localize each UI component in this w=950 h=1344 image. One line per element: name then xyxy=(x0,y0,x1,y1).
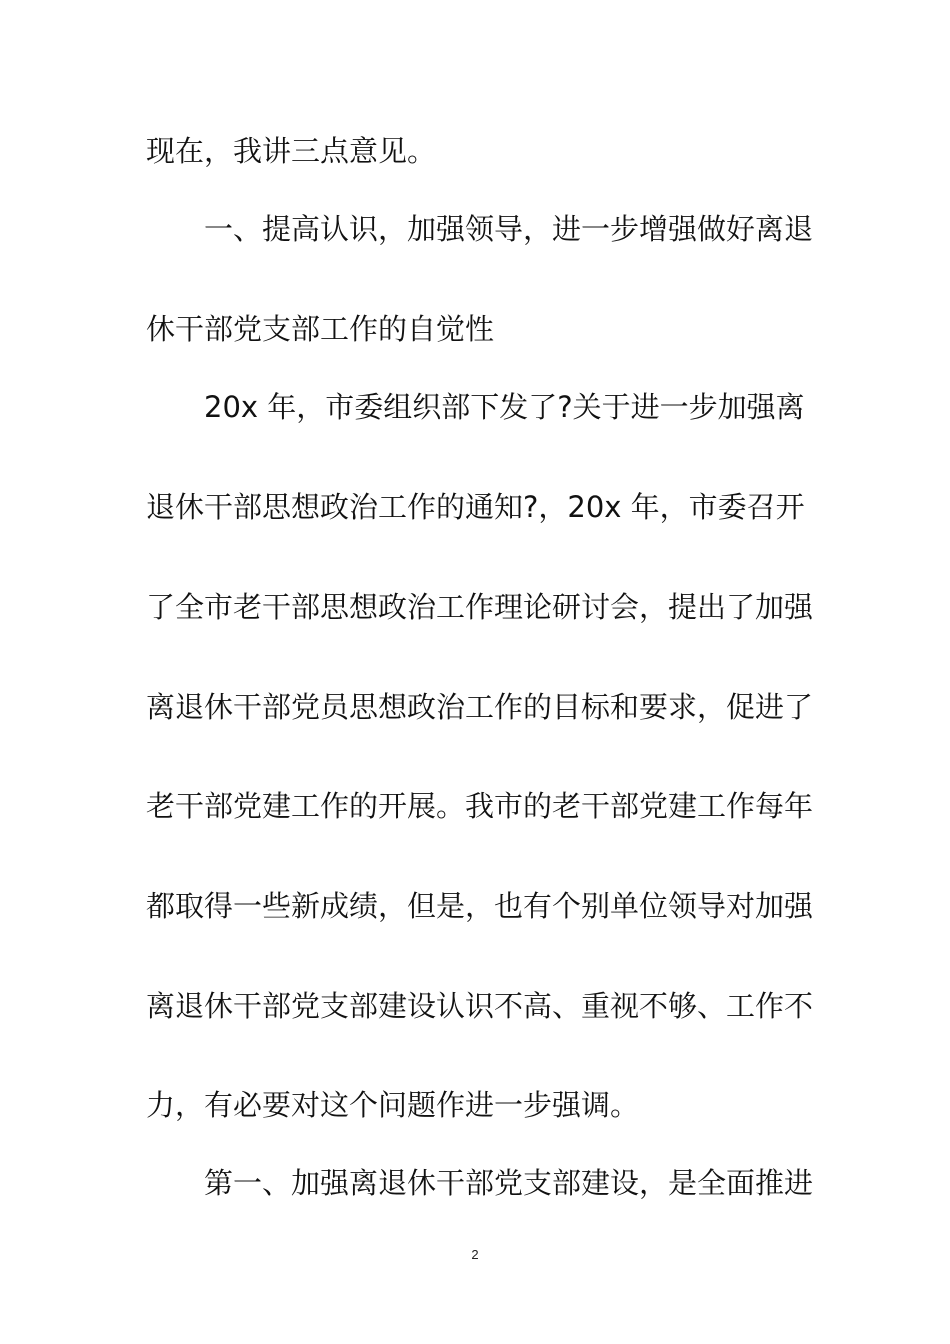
text-line: 都取得一些新成绩，但是，也有个别单位领导对加强 xyxy=(146,889,814,923)
text-line: 了全市老干部思想政治工作理论研讨会，提出了加强 xyxy=(146,590,814,624)
text-line: 第一、加强离退休干部党支部建设，是全面推进 xyxy=(204,1166,814,1200)
text-line: 力，有必要对这个问题作进一步强调。 xyxy=(146,1088,640,1122)
text-line: 现在，我讲三点意见。 xyxy=(146,134,437,168)
text-line: 离退休干部党支部建设认识不高、重视不够、工作不 xyxy=(146,989,814,1023)
section-heading-line: 休干部党支部工作的自觉性 xyxy=(146,312,495,346)
section-heading-line: 一、提高认识，加强领导，进一步增强做好离退 xyxy=(204,212,814,246)
text-line: 离退休干部党员思想政治工作的目标和要求，促进了 xyxy=(146,690,814,724)
text-line: 退休干部思想政治工作的通知?，20x 年，市委召开 xyxy=(146,490,805,524)
text-line: 老干部党建工作的开展。我市的老干部党建工作每年 xyxy=(146,789,814,823)
text-line: 20x 年，市委组织部下发了?关于进一步加强离 xyxy=(204,390,805,424)
page-number: 2 xyxy=(471,1247,479,1262)
